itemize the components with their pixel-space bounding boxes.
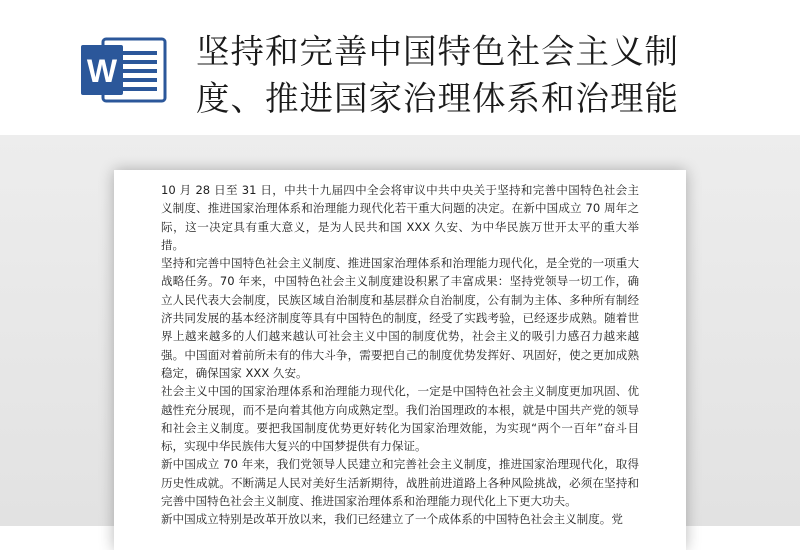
- document-body: [161, 181, 639, 529]
- paragraph-3: 社会主义中国的国家治理体系和治理能力现代化，一定是中国特色社会主义制度更加巩固、优越性充分展现，而不是向着其他方向成熟定型。我们治国理政的本根，就是中国共产党的领导和社会主义制度。要把我国制度优势更好转化为国家治理效能，为实现“两个一百年”奋斗目标，实现中华民族伟大复兴的中国梦提供有力保证。: [161, 384, 639, 454]
- paragraph-5: 新中国成立特别是改革开放以来，我们已经建立了一个成体系的中国特色社会主义制度。党: [161, 512, 623, 527]
- word-icon-letter: W: [86, 53, 118, 89]
- word-document-icon: [77, 33, 169, 105]
- paragraph-1: 10 月 28 日至 31 日，中共十九届四中全会将审议中共中央关于坚持和完善中国特色社会主义制度、推进国家治理体系和治理能力现代化若干重大问题的决定。在新中国成立 70 周年之际，这一决定具有重大意义，是为人民共和国 XXX 久安、为中华民族万世开太平的重大举措。: [161, 183, 639, 252]
- paragraph-4: 新中国成立 70 年来，我们党领导人民建立和完善社会主义制度，推进国家治理现代化，取得历史性成就。不断满足人民对美好生活新期待，战胜前进道路上各种风险挑战，必须在坚持和完善中国特色社会主义制度、推进国家治理体系和治理能力现代化上下更大功夫。: [161, 457, 639, 509]
- document-title-line-1: 坚持和完善中国特色社会主义制: [196, 32, 679, 71]
- document-title-line-2: 度、推进国家治理体系和治理能: [196, 79, 679, 118]
- document-page: [114, 170, 686, 550]
- document-title: [196, 28, 786, 122]
- header-banner: [0, 0, 800, 135]
- paragraph-2: 坚持和完善中国特色社会主义制度、推进国家治理体系和治理能力现代化，是全党的一项重大战略任务。70 年来，中国特色社会主义制度建设积累了丰富成果：坚持党领导一切工作，确立人民代表大会制度，民族区域自治制度和基层群众自治制度，公有制为主体、多种所有制经济共同发展的基本经济制度等具有中国特色的制度，经受了实践考验，已经逐步成熟。随着世界上越来越多的人们越来越认可社会主义中国的制度优势，社会主义的吸引力感召力越来越强。中国面对着前所未有的伟大斗争，需要把自己的制度优势发挥好、巩固好，使之更加成熟稳定，确保国家 XXX 久安。: [161, 256, 639, 380]
